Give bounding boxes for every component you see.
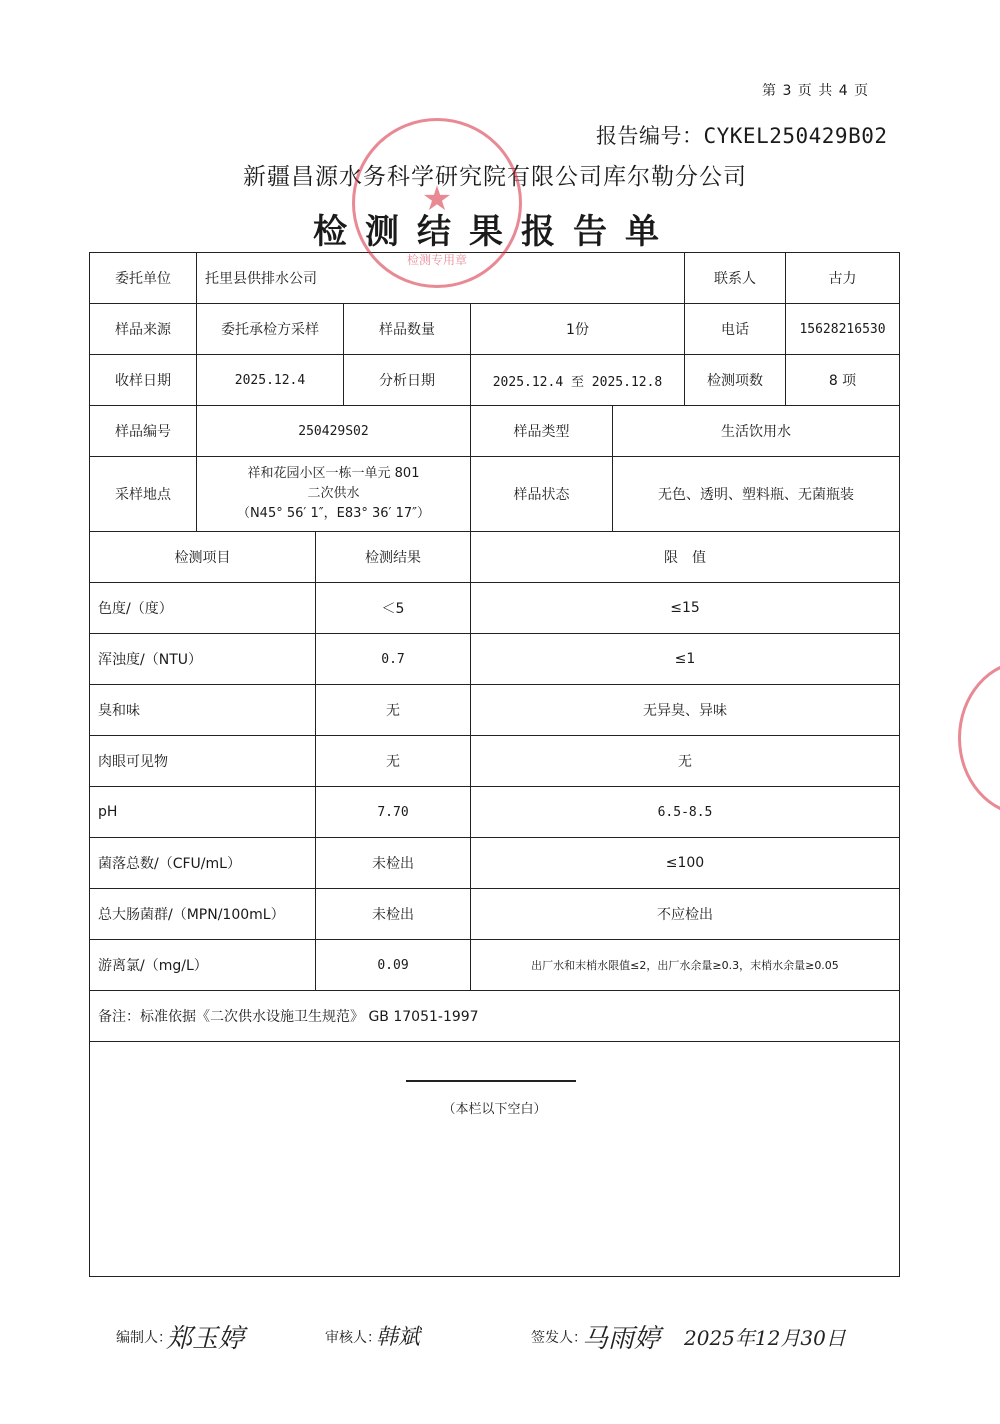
- result-limit: ≤15: [471, 583, 900, 634]
- result-item: 菌落总数/（CFU/mL）: [90, 838, 316, 889]
- result-value: 7.70: [316, 787, 471, 838]
- result-value: 无: [316, 685, 471, 736]
- analysis-date-label: 分析日期: [344, 355, 471, 406]
- result-limit: 6.5-8.5: [471, 787, 900, 838]
- result-value: 无: [316, 736, 471, 787]
- location-line2: 二次供水: [307, 486, 360, 501]
- sample-type-value: 生活饮用水: [613, 406, 900, 457]
- result-value: ＜5: [316, 583, 471, 634]
- result-limit: 不应检出: [471, 889, 900, 940]
- qty-label: 样品数量: [344, 304, 471, 355]
- receive-date-label: 收样日期: [90, 355, 197, 406]
- result-row: [90, 889, 900, 940]
- result-item: 肉眼可见物: [90, 736, 316, 787]
- col-limit-header: 限 值: [471, 532, 900, 583]
- location-label: 采样地点: [90, 457, 197, 532]
- result-row: [90, 787, 900, 838]
- state-label: 样品状态: [471, 457, 613, 532]
- analysis-date-value: 2025.12.4 至 2025.12.8: [471, 355, 685, 406]
- result-limit: ≤100: [471, 838, 900, 889]
- document-title: 检测结果报告单: [313, 212, 677, 252]
- result-limit: 无: [471, 736, 900, 787]
- phone-value: 15628216530: [786, 304, 900, 355]
- state-value: 无色、透明、塑料瓶、无菌瓶装: [613, 457, 900, 532]
- result-value: 未检出: [316, 889, 471, 940]
- phone-label: 电话: [685, 304, 786, 355]
- sample-id-value: 250429S02: [197, 406, 471, 457]
- location-line1: 祥和花园小区一栋一单元 801: [247, 466, 420, 481]
- result-item: 浑浊度/（NTU）: [90, 634, 316, 685]
- blank-row: [90, 1042, 900, 1277]
- result-value: 未检出: [316, 838, 471, 889]
- items-count-value: 8 项: [786, 355, 900, 406]
- issued-label: 签发人：: [531, 1330, 587, 1346]
- result-row: [90, 838, 900, 889]
- blank-note: （本栏以下空白）: [442, 1102, 547, 1117]
- result-item: 游离氯/（mg/L）: [90, 940, 316, 991]
- prepared-signature: 郑玉婷: [166, 1324, 245, 1354]
- issue-date: 2025年12月30日: [684, 1326, 846, 1350]
- location-value: [197, 457, 471, 532]
- result-row: [90, 634, 900, 685]
- result-row: [90, 736, 900, 787]
- contact-value: 古力: [786, 253, 900, 304]
- company-name: 新疆昌源水务科学研究院有限公司库尔勒分公司: [243, 164, 747, 190]
- row-sample-id: [90, 406, 900, 457]
- col-result-header: 检测结果: [316, 532, 471, 583]
- blank-divider: [406, 1080, 576, 1082]
- row-source: [90, 304, 900, 355]
- row-dates: [90, 355, 900, 406]
- result-row: [90, 685, 900, 736]
- official-seal: [352, 118, 522, 288]
- sample-type-label: 样品类型: [471, 406, 613, 457]
- seal-text: 检测专用章: [406, 253, 467, 267]
- standard-note: 备注：标准依据《二次供水设施卫生规范》 GB 17051-1997: [90, 991, 900, 1042]
- row-location: [90, 457, 900, 532]
- edge-seal: [958, 660, 1000, 816]
- seal-star-icon: ★: [421, 179, 453, 219]
- source-value: 委托承检方采样: [197, 304, 344, 355]
- page-indicator: 第 3 页 共 4 页: [762, 83, 870, 99]
- source-label: 样品来源: [90, 304, 197, 355]
- result-item: pH: [90, 787, 316, 838]
- reviewed-signature: 韩斌: [376, 1325, 421, 1350]
- col-item-header: 检测项目: [90, 532, 316, 583]
- report-number: 报告编号：CYKEL250429B02: [596, 124, 888, 148]
- reviewed-label: 审核人：: [325, 1330, 381, 1346]
- result-row: [90, 940, 900, 991]
- qty-value: 1份: [471, 304, 685, 355]
- items-count-label: 检测项数: [685, 355, 786, 406]
- location-line3: （N45° 56′ 1″，E83° 36′ 17″）: [236, 506, 431, 521]
- contact-label: 联系人: [685, 253, 786, 304]
- sample-id-label: 样品编号: [90, 406, 197, 457]
- issued-signature: 马雨婷: [582, 1324, 661, 1354]
- result-item: 臭和味: [90, 685, 316, 736]
- client-label: 委托单位: [90, 253, 197, 304]
- client-value: 托里县供排水公司: [197, 253, 685, 304]
- result-limit: ≤1: [471, 634, 900, 685]
- receive-date-value: 2025.12.4: [197, 355, 344, 406]
- note-row: [90, 991, 900, 1042]
- result-limit: 无异臭、异味: [471, 685, 900, 736]
- prepared-label: 编制人：: [116, 1330, 172, 1346]
- result-limit: 出厂水和末梢水限值≤2，出厂水余量≥0.3，末梢水余量≥0.05: [471, 940, 900, 991]
- result-value: 0.7: [316, 634, 471, 685]
- result-item: 总大肠菌群/（MPN/100mL）: [90, 889, 316, 940]
- report-table: [89, 252, 900, 1277]
- result-row: [90, 583, 900, 634]
- result-value: 0.09: [316, 940, 471, 991]
- result-item: 色度/（度）: [90, 583, 316, 634]
- results-header: [90, 532, 900, 583]
